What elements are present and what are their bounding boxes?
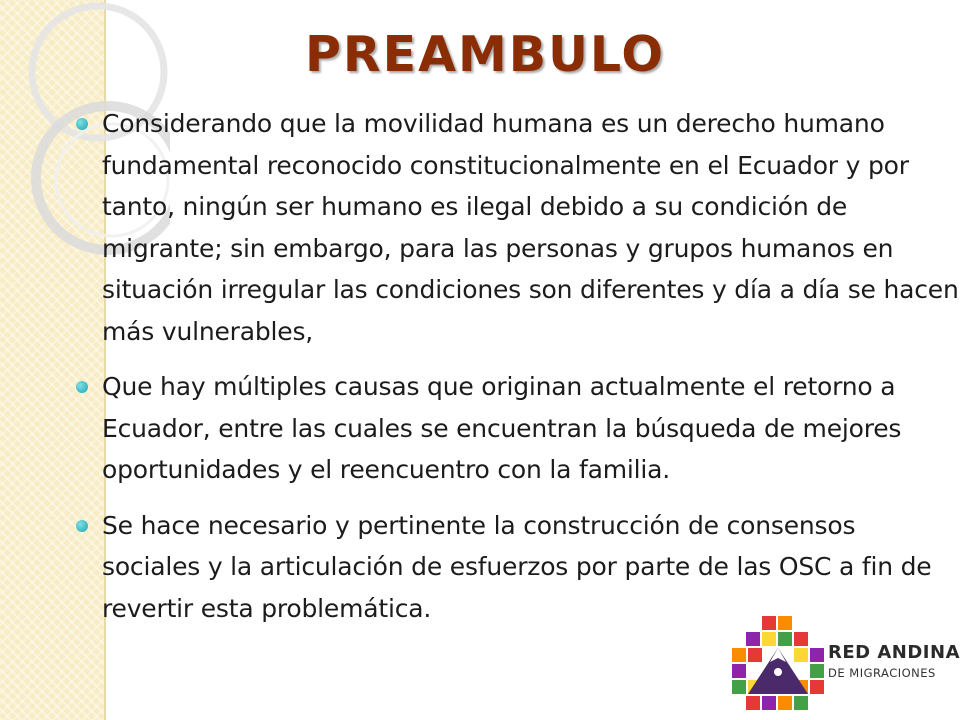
logo-subtitle: DE MIGRACIONES [828,666,936,680]
bullet-item [76,366,960,491]
logo-title: RED ANDINA [828,642,960,663]
bullet-icon [76,381,88,393]
bullet-text: Se hace necesario y pertinente la construcción de consensos sociales y la articulación de esfuerzos por parte de las OSC a fin de revertir esta problemática. [102,510,932,623]
bullet-icon [76,118,88,130]
bullet-item [76,103,960,352]
bullet-item [76,505,960,630]
bullet-icon [76,520,88,532]
bullet-text: Considerando que la movilidad humana es un derecho humano fundamental reconocido constitucionalmente en el Ecuador y por tanto, ningún ser humano es ilegal debido a su condición de migrante; sin embargo, para las personas y grupos humanos en situación irregular las condiciones son diferentes y día a día se hacen más vulnerables, [102,109,959,346]
red-andina-logo [728,612,960,720]
slide-title: PREAMBULO [304,26,666,83]
bullet-text: Que hay múltiples causas que originan actualmente el retorno a Ecuador, entre las cuales se encuentran la búsqueda de mejores oportunidades y el reencuentro con la familia. [102,372,902,484]
bullet-list [76,103,960,643]
mosaic-logo-icon [728,612,828,720]
